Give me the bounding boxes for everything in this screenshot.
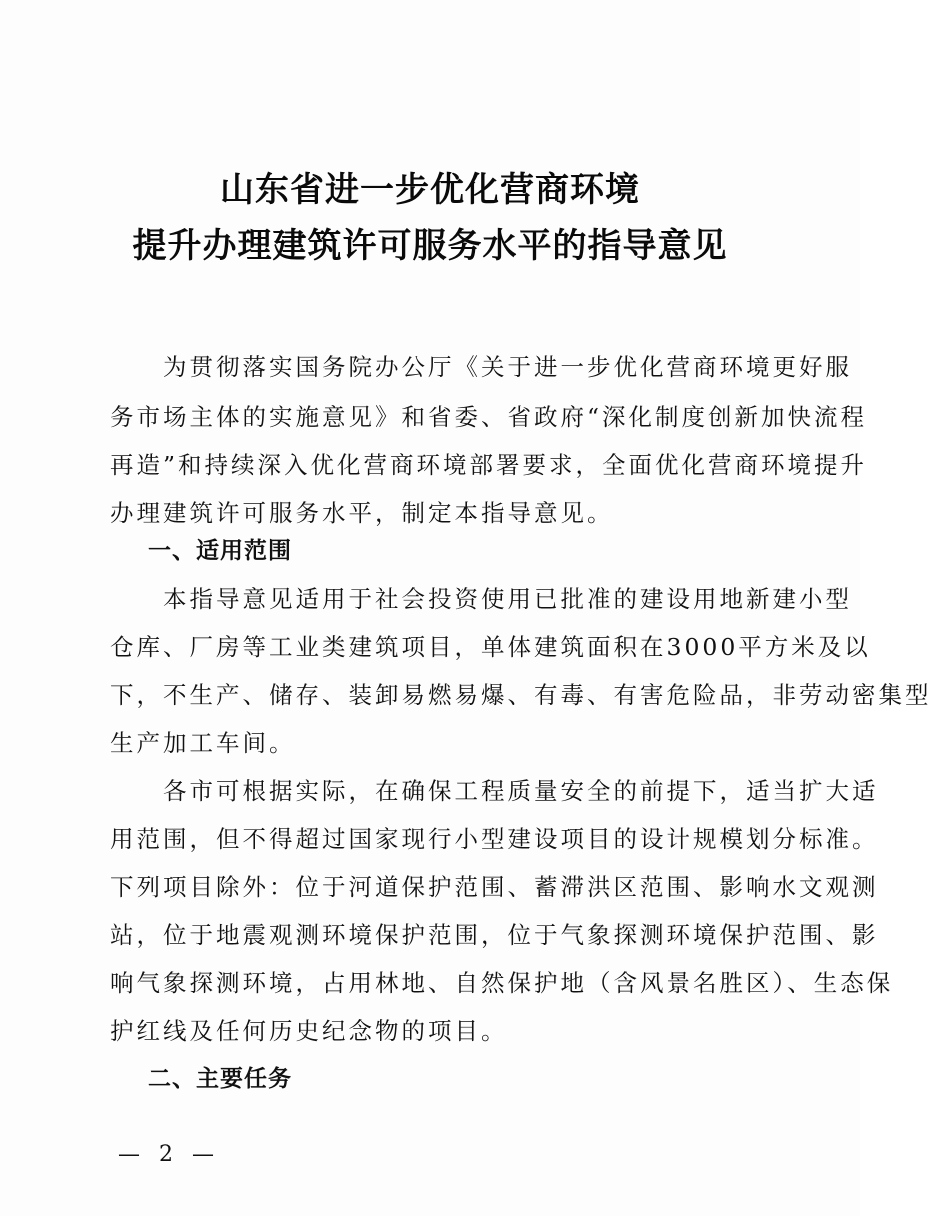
document-title-line-2: 提升办理建筑许可服务水平的指导意见 xyxy=(132,226,728,266)
paragraph-line: 下列项目除外：位于河道保护范围、蓄滞洪区范围、影响水文观测 xyxy=(110,873,879,901)
paragraph-line: 护红线及任何历史纪念物的项目。 xyxy=(110,1017,508,1045)
paragraph-line: 各市可根据实际，在确保工程质量安全的前提下，适当扩大适 xyxy=(110,777,879,805)
paragraph-line: 站，位于地震观测环境保护范围，位于气象探测环境保护范围、影 xyxy=(110,921,879,949)
paragraph-line: 用范围，但不得超过国家现行小型建设项目的设计规模划分标准。 xyxy=(110,825,879,853)
paragraph-line: 响气象探测环境，占用林地、自然保护地（含风景名胜区）、生态保 xyxy=(110,969,894,997)
section-heading-scope: 一、适用范围 xyxy=(148,538,292,564)
paragraph-line: 办理建筑许可服务水平，制定本指导意见。 xyxy=(110,499,614,527)
page-number: — 2 — xyxy=(118,1142,220,1167)
document-title-line-1: 山东省进一步优化营商环境 xyxy=(220,170,640,210)
paragraph-line: 务市场主体的实施意见》和省委、省政府“深化制度创新加快流程 xyxy=(110,403,868,431)
paragraph-line: 下，不生产、储存、装卸易燃易爆、有毒、有害危险品，非劳动密集型 xyxy=(110,681,932,709)
paragraph-line: 为贯彻落实国务院办公厅《关于进一步优化营商环境更好服 xyxy=(110,353,852,381)
paragraph-line: 生产加工车间。 xyxy=(110,729,296,757)
paragraph-line: 仓库、厂房等工业类建筑项目，单体建筑面积在3000平方米及以 xyxy=(110,633,871,661)
paragraph-line: 再造”和持续深入优化营商环境部署要求，全面优化营商环境提升 xyxy=(110,451,868,479)
paragraph-line: 本指导意见适用于社会投资使用已批准的建设用地新建小型 xyxy=(110,585,852,613)
section-heading-main-tasks: 二、主要任务 xyxy=(148,1066,292,1092)
